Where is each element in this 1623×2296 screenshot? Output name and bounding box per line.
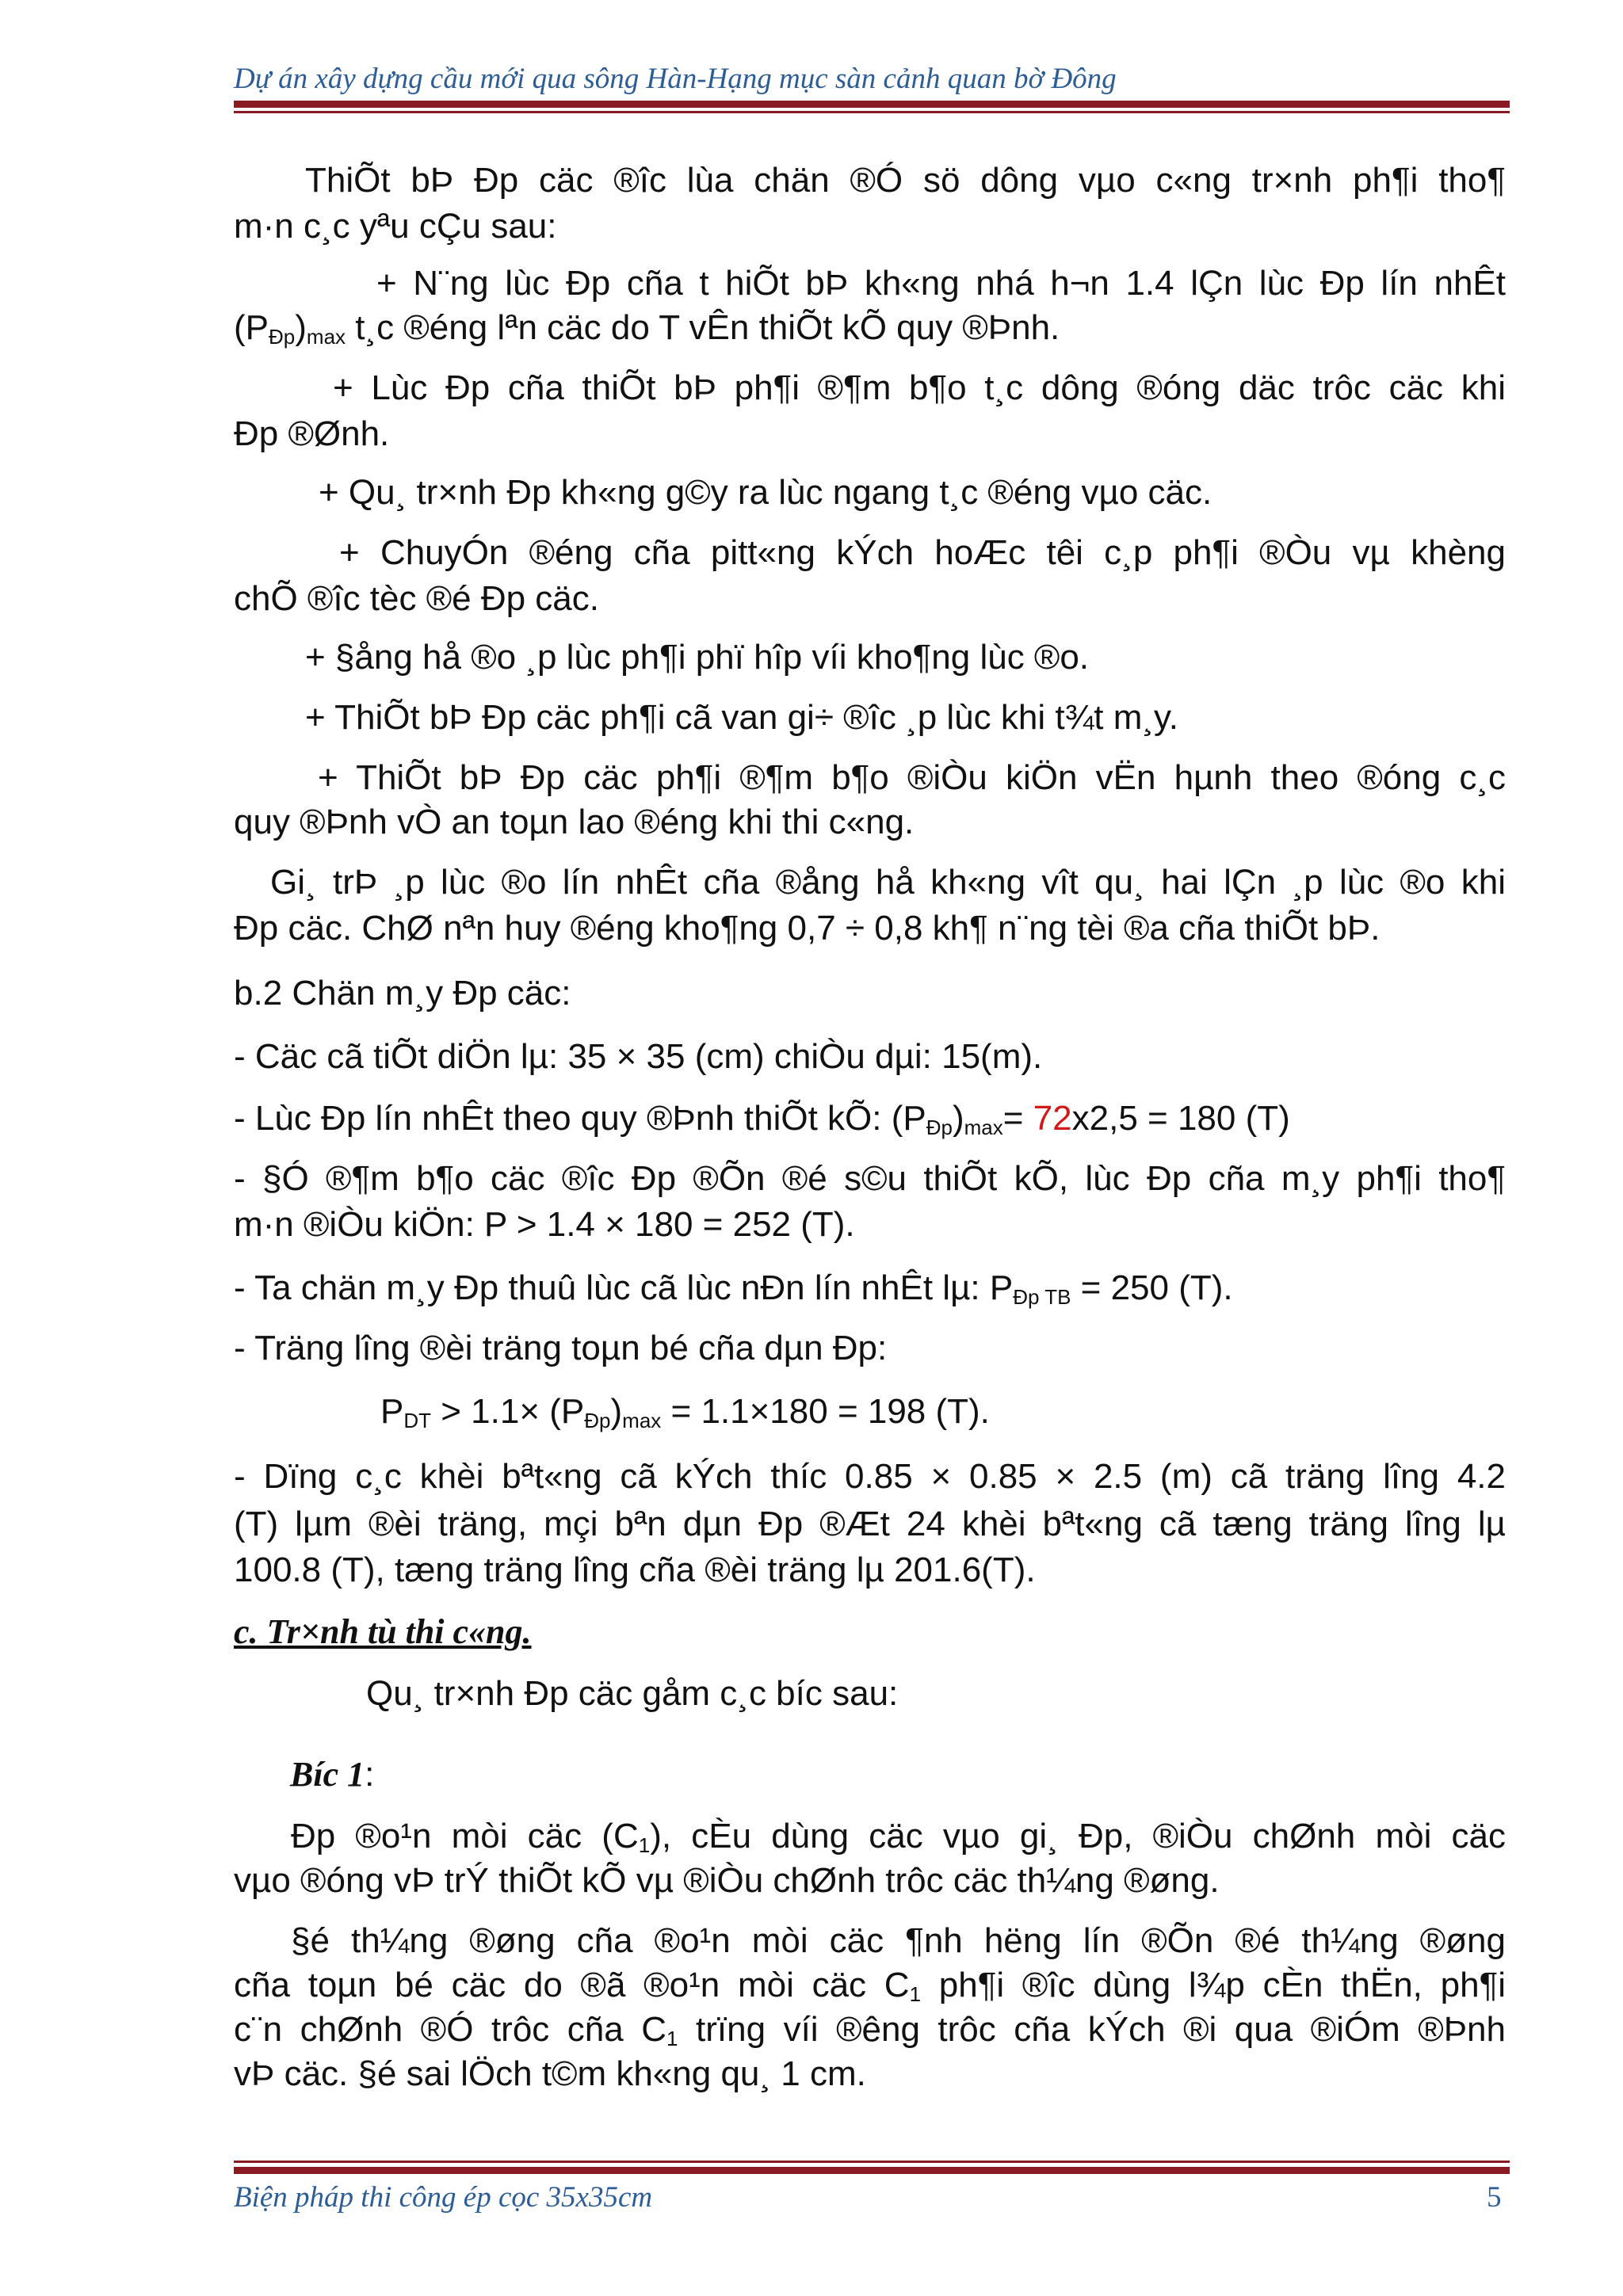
paragraph-line: vÞ cäc. §é sai lÖch t©m kh«ng qu¸ 1 cm. — [234, 2054, 866, 2093]
paragraph-line: - Cäc cã tiÕt diÖn lµ: 35 × 35 (cm) chiÒu dµi: 15(m). — [234, 1037, 1043, 1076]
paragraph-line — [234, 1819, 1506, 1855]
text-span: ), cÈu dùng cäc vµo gi¸ Ðp, ®iÒu chØnh mòi cäc — [650, 1817, 1506, 1855]
subscript: Ðp — [269, 325, 296, 349]
text-span: ph¶i ®îc dùng l¾p cÈn thËn, ph¶i — [921, 1966, 1506, 2004]
paragraph-line: ThiÕt bÞ Ðp cäc ®îc lùa chän ®Ó sö dông vµo c«ng tr×nh ph¶i tho¶ — [305, 161, 1506, 200]
subscript: Ðp — [926, 1116, 953, 1139]
text-span: cña toµn bé cäc do ®ã ®o¹n mòi cäc C — [234, 1966, 910, 2004]
subscript: max — [622, 1409, 662, 1432]
step-label: Bíc 1 — [290, 1755, 365, 1794]
paragraph-line: + N¨ng lùc Ðp cña t hiÕt bÞ kh«ng nhá h¬n 1.4 lÇn lùc Ðp lín nhÊt — [376, 264, 1506, 303]
text-span: c¨n chØnh ®Ó trôc cña C — [234, 2010, 667, 2049]
paragraph-line — [234, 1268, 1233, 1309]
paragraph-line: Ðp ®Ønh. — [234, 414, 390, 453]
paragraph-line: quy ®Þnh vÒ an toµn lao ®éng khi thi c«ng. — [234, 803, 915, 841]
header-title: Dự án xây dựng cầu mới qua sông Hàn-Hạng mục sàn cảnh quan bờ Đông — [234, 63, 1117, 95]
paragraph-line — [234, 1968, 1506, 2004]
text-span: ) — [610, 1392, 623, 1431]
subscript: 1 — [666, 2027, 678, 2050]
paragraph-line: m·n c¸c yªu cÇu sau: — [234, 207, 557, 246]
paragraph-line: - §Ó ®¶m b¶o cäc ®îc Ðp ®Õn ®é s©u thiÕt kÕ, lùc Ðp cña m¸y ph¶i tho¶ — [234, 1159, 1506, 1198]
paragraph-line: Ðp cäc. ChØ nªn huy ®éng kho¶ng 0,7 ÷ 0,8 kh¶ n¨ng tèi ®a cña thiÕt bÞ. — [234, 909, 1381, 948]
text-span: Ðp ®o¹n mòi cäc (C — [291, 1817, 639, 1855]
text-span: - Ta chän m¸y Ðp thuû lùc cã lùc nÐn lín nhÊt lµ: P — [234, 1268, 1014, 1307]
paragraph-line: Gi¸ trÞ ¸p lùc ®o lín nhÊt cña ®ång hå kh«ng vît qu¸ hai lÇn ¸p lùc ®o khi — [270, 863, 1506, 902]
paragraph-line: + ThiÕt bÞ Ðp cäc ph¶i cã van gi÷ ®îc ¸p lùc khi t¾t m¸y. — [305, 698, 1178, 737]
paragraph-line: + ChuyÓn ®éng cña pitt«ng kÝch hoÆc têi c¸p ph¶i ®Òu vµ khèng — [339, 533, 1506, 572]
paragraph-line: + §ång hå ®o ¸p lùc ph¶i phï hîp víi kho¶ng lùc ®o. — [305, 638, 1090, 677]
page-number: 5 — [1487, 2181, 1502, 2214]
text-span: ) — [952, 1099, 964, 1138]
subscript: max — [306, 325, 346, 349]
paragraph-line: §é th¼ng ®øng cña ®o¹n mòi cäc ¶nh hëng lín ®Õn ®é th¼ng ®øng — [291, 1921, 1506, 1960]
paragraph-line: Qu¸ tr×nh Ðp cäc gåm c¸c bíc sau: — [366, 1674, 899, 1713]
paragraph-line: (T) lµm ®èi träng, mçi bªn dµn Ðp ®Æt 24 khèi bªt«ng cã tæng träng lîng lµ — [234, 1505, 1506, 1543]
paragraph-line — [234, 308, 1060, 349]
text-span: - Lùc Ðp lín nhÊt theo quy ®Þnh thiÕt kÕ: (P — [234, 1099, 926, 1138]
text-span: : — [365, 1755, 375, 1794]
header-rule-thick — [234, 101, 1510, 108]
text-span: = 250 (T). — [1071, 1268, 1233, 1307]
section-heading-b2: b.2 Chän m¸y Ðp cäc: — [234, 974, 571, 1013]
footer-rule-thick — [234, 2167, 1510, 2174]
subscript: Ðp — [584, 1409, 611, 1432]
text-span: = — [1002, 1099, 1033, 1138]
text-span: P — [380, 1392, 404, 1431]
footer-title: Biện pháp thi công ép cọc 35x35cm — [234, 2181, 653, 2214]
subscript: 1 — [909, 1982, 922, 2006]
subscript: Ðp TB — [1013, 1285, 1071, 1309]
paragraph-line: + Lùc Ðp cña thiÕt bÞ ph¶i ®¶m b¶o t¸c dông ®óng däc trôc cäc khi — [333, 368, 1506, 407]
paragraph-line: + ThiÕt bÞ Ðp cäc ph¶i ®¶m b¶o ®iÒu kiÖn vËn hµnh theo ®óng c¸c — [318, 758, 1506, 797]
paragraph-line: 100.8 (T), tæng träng lîng cña ®èi träng lµ 201.6(T). — [234, 1550, 1036, 1589]
text-span: trïng víi ®êng trôc cña kÝch ®i qua ®iÓm ®Þnh — [678, 2010, 1506, 2049]
paragraph-line: + Qu¸ tr×nh Ðp kh«ng g©y ra lùc ngang t¸c ®éng vµo cäc. — [319, 473, 1212, 512]
subscript: DT — [403, 1409, 432, 1432]
footer-rule-thin — [234, 2161, 1510, 2163]
subscript: 1 — [638, 1833, 651, 1857]
text-span: x2,5 = 180 (T) — [1071, 1099, 1290, 1138]
step-heading — [290, 1757, 374, 1792]
header-rule-thin — [234, 111, 1510, 113]
paragraph-line: vµo ®óng vÞ trÝ thiÕt kÕ vµ ®iÒu chØnh trôc cäc th¼ng ®øng. — [234, 1861, 1220, 1900]
section-heading-c: c. Tr×nh tù thi c«ng. — [234, 1612, 532, 1651]
paragraph-line: - Träng lîng ®èi träng toµn bé cña dµn Ðp: — [234, 1329, 888, 1367]
subscript: max — [964, 1116, 1003, 1139]
paragraph-line: - Dïng c¸c khèi bªt«ng cã kÝch thíc 0.85 × 0.85 × 2.5 (m) cã träng lîng 4.2 — [234, 1457, 1506, 1496]
highlight-value: 72 — [1033, 1099, 1072, 1138]
formula-line — [380, 1394, 990, 1431]
text-span: t¸c ®éng lªn cäc do T vÊn thiÕt kÕ quy ®Þnh. — [346, 308, 1060, 347]
paragraph-line: m·n ®iÒu kiÖn: P > 1.4 × 180 = 252 (T). — [234, 1205, 855, 1244]
paragraph-line: chÕ ®îc tèc ®é Ðp cäc. — [234, 579, 599, 618]
text-span: = 1.1×180 = 198 (T). — [661, 1392, 990, 1431]
text-span: ) — [295, 308, 307, 347]
text-span: > 1.1× (P — [431, 1392, 585, 1431]
text-span: (P — [234, 308, 269, 347]
paragraph-line — [234, 2012, 1506, 2049]
paragraph-line — [234, 1101, 1290, 1138]
